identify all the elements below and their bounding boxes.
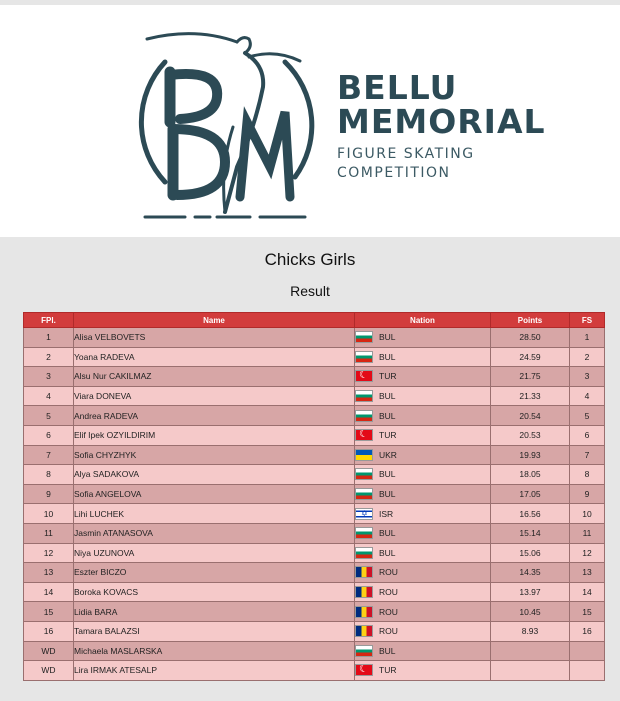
cell-points: 15.14 [491,523,570,543]
skater-name[interactable]: Sofia CHYZHYK [74,449,137,460]
cell-fpl: 11 [24,523,74,543]
nation-flag-icon [355,508,373,520]
table-row[interactable] [24,445,605,465]
cell-nation [355,641,491,661]
cell-nation [355,445,491,465]
cell-name[interactable] [74,523,355,543]
cell-fpl: 8 [24,465,74,485]
cell-points [491,661,570,681]
skater-name[interactable]: Tamara BALAZSI [74,626,140,637]
brand-text [337,68,546,183]
cell-name[interactable] [74,621,355,641]
cell-name[interactable] [74,563,355,583]
cell-points: 8.93 [491,621,570,641]
nation-flag-icon [355,331,373,343]
cell-points: 14.35 [491,563,570,583]
cell-fs: 14 [570,582,605,602]
table-row[interactable] [24,484,605,504]
cell-name[interactable] [74,328,355,348]
nation-code: TUR [379,665,397,676]
header-banner [0,5,620,237]
cell-nation [355,543,491,563]
nation-code: BUL [379,351,396,362]
cell-fs: 13 [570,563,605,583]
cell-nation [355,484,491,504]
table-row[interactable] [24,465,605,485]
skater-name[interactable]: Alisa VELBOVETS [74,332,146,343]
cell-name[interactable] [74,582,355,602]
cell-fpl: 14 [24,582,74,602]
table-header-row [24,313,605,328]
event-subtitle: Result [290,283,330,299]
cell-fs: 5 [570,406,605,426]
cell-fs: 12 [570,543,605,563]
brand-line-3: FIGURE SKATING [337,146,475,162]
nation-code: BUL [379,547,396,558]
cell-fs: 3 [570,367,605,387]
nation-code: ROU [379,606,398,617]
cell-name[interactable] [74,347,355,367]
cell-nation [355,347,491,367]
nation-code: TUR [379,430,397,441]
cell-fs: 6 [570,425,605,445]
col-header-name[interactable]: Name [74,313,355,328]
nation-flag-icon [355,625,373,637]
cell-fpl: WD [24,641,74,661]
cell-fpl: 9 [24,484,74,504]
table-row[interactable] [24,563,605,583]
skater-name[interactable]: Eszter BICZO [74,567,127,578]
table-row[interactable] [24,641,605,661]
cell-nation [355,425,491,445]
cell-nation [355,602,491,622]
cell-fs: 15 [570,602,605,622]
skater-name[interactable]: Jasmin ATANASOVA [74,528,153,539]
cell-name[interactable] [74,465,355,485]
nation-code: ROU [379,626,398,637]
cell-fs [570,641,605,661]
brand-line-1: BELLU [337,68,458,107]
cell-name[interactable] [74,661,355,681]
nation-code: BUL [379,489,396,500]
table-row[interactable] [24,386,605,406]
nation-flag-icon [355,664,373,676]
cell-points [491,641,570,661]
cell-fpl: WD [24,661,74,681]
cell-fs: 8 [570,465,605,485]
table-row[interactable] [24,504,605,524]
cell-points: 15.06 [491,543,570,563]
nation-code: BUL [379,469,396,480]
cell-fs: 9 [570,484,605,504]
cell-nation [355,504,491,524]
table-row[interactable] [24,328,605,348]
cell-name[interactable] [74,386,355,406]
nation-code: BUL [379,645,396,656]
table-row[interactable] [24,543,605,563]
table-row[interactable] [24,621,605,641]
cell-points: 17.05 [491,484,570,504]
table-row[interactable] [24,425,605,445]
cell-points: 10.45 [491,602,570,622]
skater-name[interactable]: Yoana RADEVA [74,351,135,362]
skater-name[interactable]: Viara DONEVA [74,391,132,402]
cell-fpl: 6 [24,425,74,445]
cell-points: 24.59 [491,347,570,367]
results-table [23,312,605,681]
nation-flag-icon [355,468,373,480]
nation-flag-icon [355,645,373,657]
nation-code: UKR [379,449,397,460]
cell-name[interactable] [74,406,355,426]
nation-flag-icon [355,606,373,618]
cell-fpl: 4 [24,386,74,406]
cell-fpl: 7 [24,445,74,465]
skater-name[interactable]: Lidia BARA [74,606,118,617]
cell-name[interactable] [74,504,355,524]
cell-name[interactable] [74,445,355,465]
table-row[interactable] [24,367,605,387]
cell-fs: 11 [570,523,605,543]
skater-name[interactable]: Alya SADAKOVA [74,469,140,480]
nation-code: BUL [379,410,396,421]
cell-points: 19.93 [491,445,570,465]
col-header-nation[interactable]: Nation [355,313,491,328]
nation-flag-icon [355,410,373,422]
nation-flag-icon [355,351,373,363]
cell-fpl: 10 [24,504,74,524]
cell-fs: 2 [570,347,605,367]
cell-name[interactable] [74,641,355,661]
nation-flag-icon [355,488,373,500]
cell-fs: 7 [570,445,605,465]
nation-flag-icon [355,449,373,461]
nation-flag-icon [355,390,373,402]
cell-name[interactable] [74,367,355,387]
skater-name[interactable]: Sofia ANGELOVA [74,489,142,500]
cell-nation [355,406,491,426]
cell-nation [355,621,491,641]
cell-fs: 1 [570,328,605,348]
cell-fpl: 2 [24,347,74,367]
cell-fpl: 15 [24,602,74,622]
cell-points: 21.75 [491,367,570,387]
nation-flag-icon [355,370,373,382]
cell-fs: 10 [570,504,605,524]
nation-code: ROU [379,567,398,578]
cell-nation [355,582,491,602]
table-row[interactable] [24,602,605,622]
cell-nation [355,386,491,406]
cell-nation [355,367,491,387]
cell-fs: 4 [570,386,605,406]
nation-code: TUR [379,371,397,382]
cell-points: 21.33 [491,386,570,406]
nation-code: ISR [379,508,394,519]
cell-points: 18.05 [491,465,570,485]
brand-line-4: COMPETITION [337,165,451,181]
cell-name[interactable] [74,543,355,563]
cell-fs [570,661,605,681]
skater-name[interactable]: Boroka KOVACS [74,587,139,598]
cell-nation [355,563,491,583]
cell-nation [355,328,491,348]
col-header-fpl[interactable]: FPl. [24,313,74,328]
table-row[interactable] [24,406,605,426]
cell-nation [355,523,491,543]
nation-flag-icon [355,429,373,441]
cell-fs: 16 [570,621,605,641]
cell-points: 28.50 [491,328,570,348]
skater-name[interactable]: Andrea RADEVA [74,410,139,421]
nation-flag-icon [355,527,373,539]
cell-name[interactable] [74,484,355,504]
cell-fpl: 16 [24,621,74,641]
cell-nation [355,661,491,681]
cell-fpl: 3 [24,367,74,387]
table-row[interactable] [24,582,605,602]
skater-name[interactable]: Michaela MASLARSKA [74,645,163,656]
cell-points: 20.53 [491,425,570,445]
cell-name[interactable] [74,425,355,445]
skater-name[interactable]: Niya UZUNOVA [74,547,135,558]
table-row[interactable] [24,661,605,681]
cell-fpl: 1 [24,328,74,348]
nation-flag-icon [355,586,373,598]
cell-nation [355,465,491,485]
event-title: Chicks Girls [264,250,356,269]
brand-line-2: MEMORIAL [337,102,546,141]
cell-points: 16.56 [491,504,570,524]
bellu-memorial-logo [125,17,330,232]
cell-fpl: 13 [24,563,74,583]
nation-code: BUL [379,391,396,402]
skater-name[interactable]: Alsu Nur CAKILMAZ [74,371,152,382]
nation-flag-icon [355,547,373,559]
cell-points: 13.97 [491,582,570,602]
nation-code: BUL [379,528,396,539]
skater-name[interactable]: Lihi LUCHEK [74,508,125,519]
cell-fpl: 5 [24,406,74,426]
nation-code: ROU [379,587,398,598]
nation-flag-icon [355,566,373,578]
cell-points: 20.54 [491,406,570,426]
col-header-fs[interactable]: FS [570,313,605,328]
cell-name[interactable] [74,602,355,622]
skater-name[interactable]: Elif Ipek OZYILDIRIM [74,430,156,441]
table-row[interactable] [24,523,605,543]
skater-name[interactable]: Lira IRMAK ATESALP [74,665,157,676]
cell-fpl: 12 [24,543,74,563]
nation-code: BUL [379,332,396,343]
col-header-points[interactable]: Points [491,313,570,328]
table-row[interactable] [24,347,605,367]
